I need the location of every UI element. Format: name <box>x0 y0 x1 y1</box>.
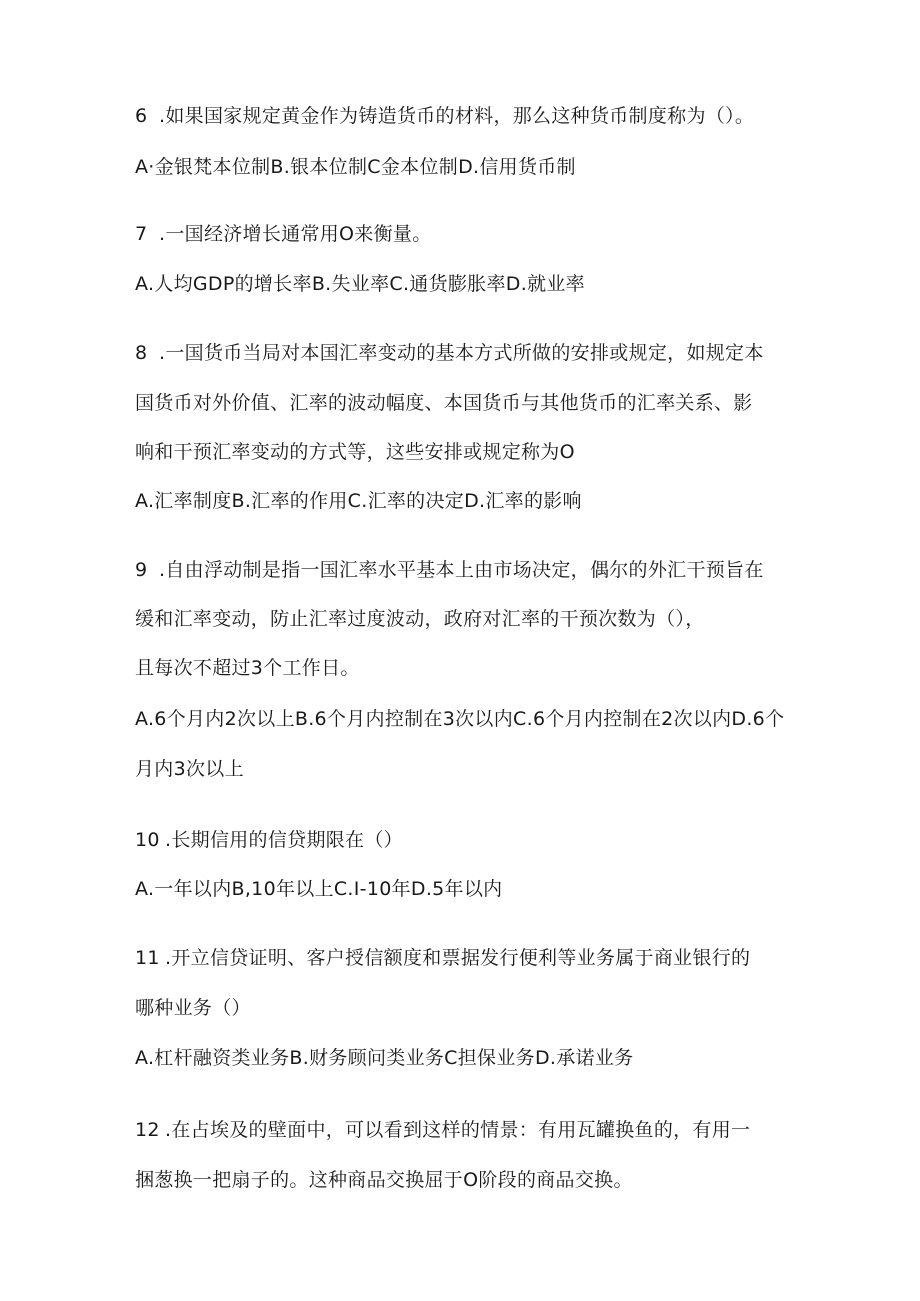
question-8-line-1 <box>135 341 764 365</box>
question-12-line-1 <box>135 1118 750 1142</box>
question-number: 10 <box>135 829 160 851</box>
question-8-line-3: 响和干预汇率变动的方式等，这些安排或规定称为O <box>135 441 575 463</box>
question-12-line-2: 捆葱换一把扇子的。这种商品交换屈于O阶段的商品交换。 <box>135 1169 633 1191</box>
question-11-options: A.杠杆融资类业务B.财务顾问类业务C担保业务D.承诺业务 <box>135 1047 634 1069</box>
question-number: 11 <box>135 947 160 969</box>
question-number: 9 <box>135 559 148 581</box>
question-9-line-2: 缓和汇率变动，防止汇率过度波动，政府对汇率的干预次数为（）， <box>135 608 705 630</box>
question-text: .长期信用的信贷期限在（） <box>165 829 403 851</box>
question-text: .一国货币当局对本国汇率变动的基本方式所做的安排或规定，如规定本 <box>159 342 764 364</box>
question-number: 12 <box>135 1119 160 1141</box>
question-text: .开立信贷证明、客户授信额度和票据发行便利等业务属于商业银行的 <box>165 947 751 969</box>
question-number: 7 <box>135 223 148 245</box>
question-11-line-2: 哪种业务（） <box>135 997 251 1019</box>
question-text: .如果国家规定黄金作为铸造货币的材料，那么这种货币制度称为（）。 <box>159 105 755 127</box>
question-9-options-1: A.6个月内2次以上B.6个月内控制在3次以内C.6个月内控制在2次以内D.6个 <box>135 708 785 730</box>
question-6-line-1 <box>135 104 754 128</box>
question-9-line-3: 且每次不超过3个工作日。 <box>135 657 360 679</box>
question-11-line-1 <box>135 946 750 970</box>
question-10-line-1 <box>135 828 403 852</box>
question-10-options: A.一年以内B,10年以上C.I-10年D.5年以内 <box>135 878 503 900</box>
question-text: .自由浮动制是指一国汇率水平基本上由市场决定，偶尔的外汇干预旨在 <box>159 559 764 581</box>
question-8-options: A.汇率制度B.汇率的作用C.汇率的决定D.汇率的影响 <box>135 490 582 512</box>
question-text: .一国经济增长通常用O来衡量。 <box>159 223 432 245</box>
question-6-options: A·金银梵本位制B.银本位制C金本位制D.信用货币制 <box>135 156 576 178</box>
question-7-line-1 <box>135 222 432 246</box>
question-7-options: A.人均GDP的增长率B.失业率C.通货膨胀率D.就业率 <box>135 273 585 295</box>
question-number: 6 <box>135 105 148 127</box>
question-9-options-2: 月内3次以上 <box>135 758 244 780</box>
question-8-line-2: 国货币对外价值、汇率的波动幅度、本国货币与其他货币的汇率关系、影 <box>135 392 753 414</box>
question-number: 8 <box>135 342 148 364</box>
question-9-line-1 <box>135 558 764 582</box>
question-text: .在占埃及的壁面中，可以看到这样的情景：有用瓦罐换鱼的，有用一 <box>165 1119 751 1141</box>
